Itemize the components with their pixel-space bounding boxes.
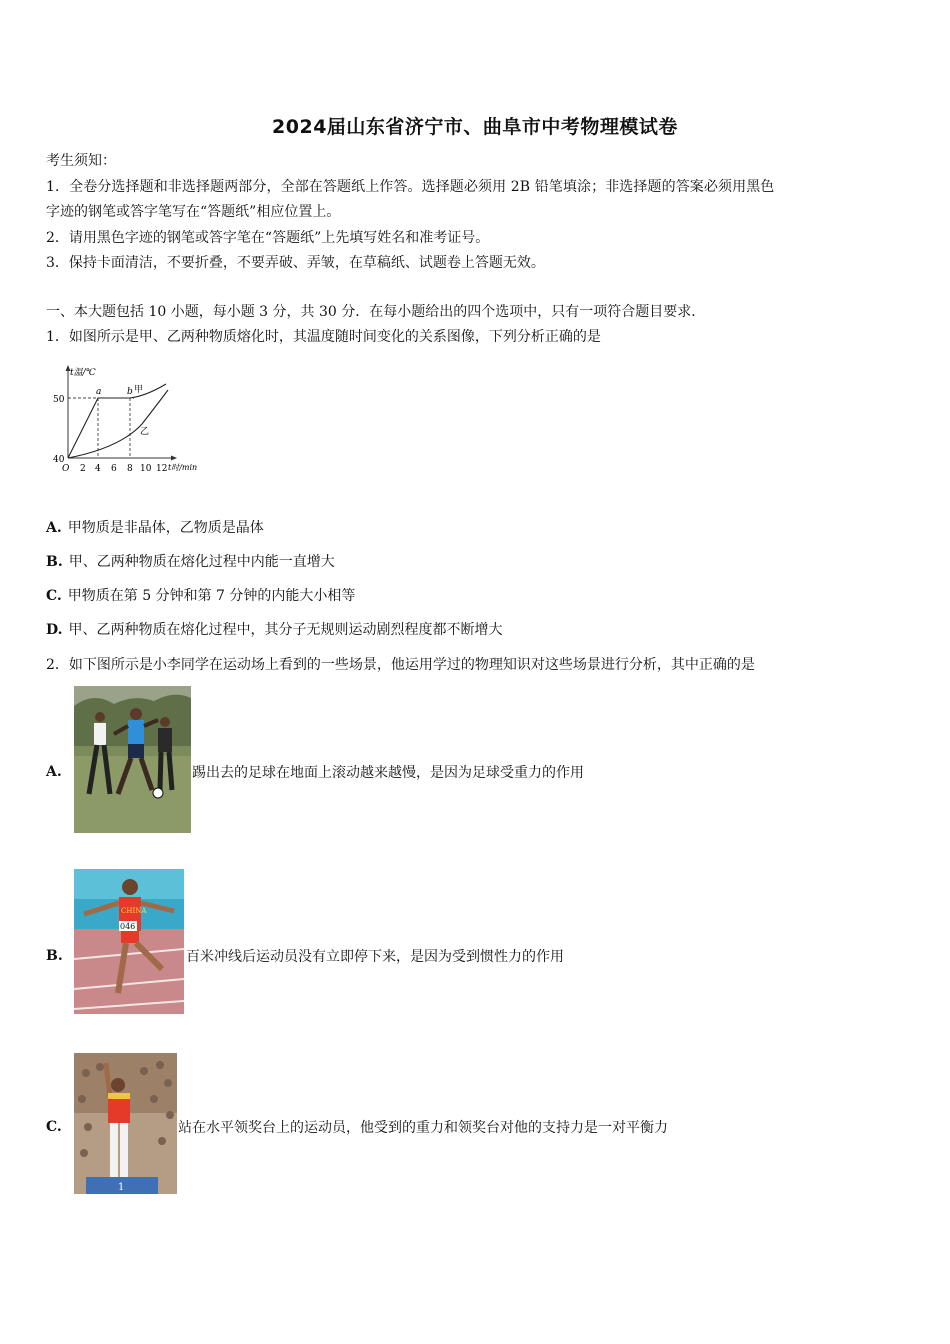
shirt-text: CHINA: [121, 907, 147, 915]
x-tick-10: 10: [140, 464, 152, 474]
option-label: A.: [46, 520, 62, 536]
q2-option-c-text: 站在水平领奖台上的运动员，他受到的重力和领奖台对他的支持力是一对平衡力: [178, 1120, 668, 1136]
notice-heading: 考生须知：: [46, 153, 116, 169]
option-label: B.: [46, 554, 63, 570]
y-tick-50: 50: [53, 395, 65, 405]
q2-option-b-text: 百米冲线后运动员没有立即停下来，是因为受到惯性力的作用: [186, 949, 564, 965]
q2-option-a-text: 踢出去的足球在地面上滚动越来越慢，是因为足球受重力的作用: [192, 765, 584, 781]
q2-option-a-label: A.: [46, 764, 62, 780]
curve-jia-label: 甲: [134, 385, 144, 395]
option-text: 甲、乙两种物质在熔化过程中内能一直增大: [68, 554, 335, 570]
page-title: 2024届山东省济宁市、曲阜市中考物理模试卷: [272, 116, 678, 138]
q2-option-c-label: C.: [46, 1119, 62, 1135]
notice-line-1a: 1．全卷分选择题和非选择题两部分，全部在答题纸上作答。选择题必须用 2B 铅笔填涂；非选择题的答案必须用黑色: [46, 179, 775, 195]
q1-melting-graph: [50, 362, 210, 477]
y-tick-40: 40: [53, 455, 65, 465]
curve-yi: [68, 390, 168, 458]
origin-label: O: [62, 464, 70, 474]
q1-option-b: [46, 552, 335, 572]
curve-yi-label: 乙: [140, 427, 150, 437]
race-bib: 046: [120, 922, 136, 931]
q2-stem: 2．如下图所示是小李同学在运动场上看到的一些场景，他运用学过的物理知识对这些场景进行分析，其中正确的是: [46, 657, 755, 673]
option-text: 甲物质在第 5 分钟和第 7 分钟的内能大小相等: [67, 588, 356, 604]
notice-line-3: 3．保持卡面清洁，不要折叠，不要弄破、弄皱，在草稿纸、试题卷上答题无效。: [46, 255, 545, 271]
x-tick-12: 12: [156, 464, 168, 474]
curve-jia: [68, 384, 166, 458]
q1-stem: 1．如图所示是甲、乙两种物质熔化时，其温度随时间变化的关系图像，下列分析正确的是: [46, 329, 601, 345]
podium-photo: [74, 1053, 177, 1194]
y-axis-label: t温/℃: [70, 368, 96, 378]
x-tick-8: 8: [127, 464, 133, 474]
sprinter-photo: [74, 869, 184, 1014]
notice-line-2: 2．请用黑色字迹的钢笔或答字笔在“答题纸”上先填写姓名和准考证号。: [46, 230, 490, 246]
soccer-ball: [153, 788, 163, 798]
x-tick-2: 2: [80, 464, 86, 474]
option-text: 甲物质是非晶体，乙物质是晶体: [67, 520, 264, 536]
point-b-label: b: [127, 387, 133, 397]
q1-option-d: [46, 620, 503, 640]
q2-option-b-label: B.: [46, 948, 63, 964]
notice-line-1b: 字迹的钢笔或答字笔写在“答题纸”相应位置上。: [46, 204, 341, 220]
x-tick-4: 4: [95, 464, 101, 474]
podium-number: 1: [118, 1182, 125, 1193]
x-tick-6: 6: [111, 464, 117, 474]
point-a-label: a: [96, 387, 102, 397]
x-axis-label: t时/min: [168, 463, 198, 472]
option-text: 甲、乙两种物质在熔化过程中，其分子无规则运动剧烈程度都不断增大: [68, 622, 503, 638]
section-heading: 一、本大题包括 10 小题，每小题 3 分，共 30 分．在每小题给出的四个选项中，只有一项符合题目要求．: [46, 304, 706, 320]
x-axis-arrow: [171, 456, 177, 461]
soccer-photo: [74, 686, 191, 833]
q1-option-c: [46, 586, 355, 606]
option-label: C.: [46, 588, 62, 604]
q1-option-a: [46, 518, 264, 538]
option-label: D.: [46, 622, 63, 638]
